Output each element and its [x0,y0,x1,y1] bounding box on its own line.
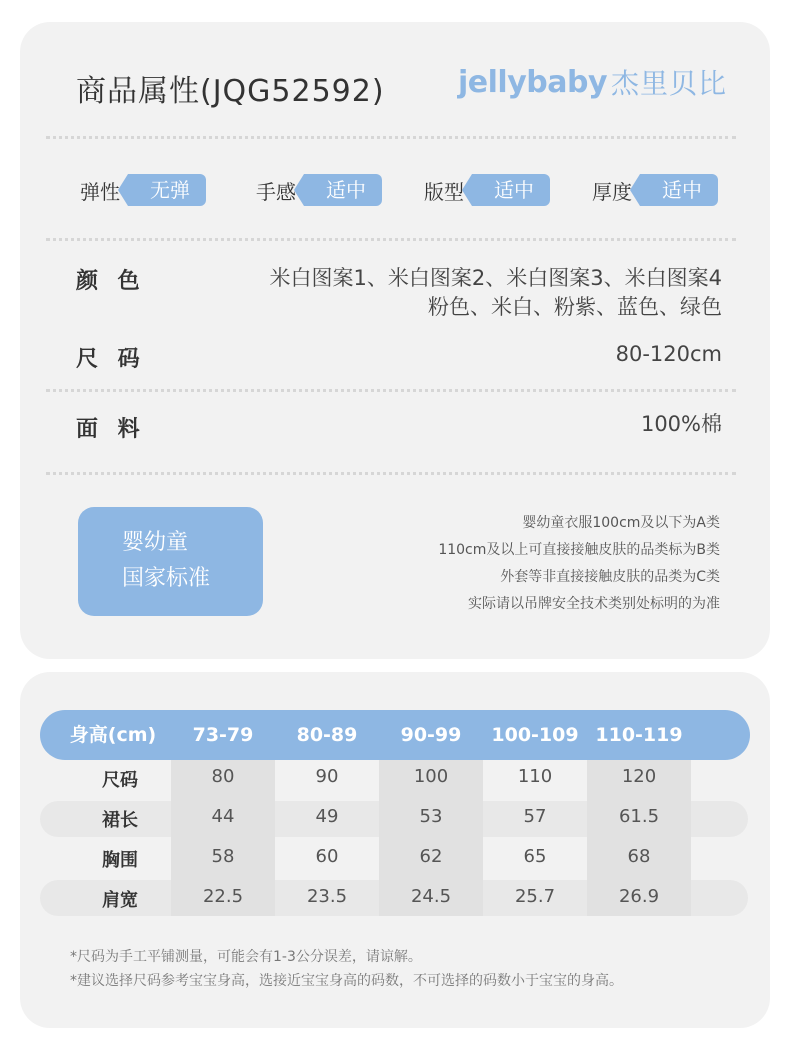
header-column: 80-89 [296,724,358,746]
table-cell: 25.7 [514,886,556,907]
standard-badge-line: 婴幼童 [122,530,189,555]
fabric-label: 面 料 [76,417,146,442]
standard-badge-line: 国家标准 [122,566,211,591]
table-cell: 53 [419,806,443,827]
attribute-label: 版型 [424,179,464,204]
attribute-label: 厚度 [592,179,632,204]
attribute-elasticity [80,173,206,207]
divider [46,238,736,241]
page-title: 商品属性(JQG52592) [76,74,385,109]
table-cell: 62 [419,846,443,867]
color-patterns: 米白图案1、米白图案2、米白图案3、米白图案4 [269,266,722,290]
attribute-label: 弹性 [80,179,120,204]
standard-note: 110cm及以上可直接接触皮肤的品类标为B类 [438,542,720,558]
attribute-badge: 适中 [472,174,550,206]
table-cell: 61.5 [618,806,660,827]
attribute-label: 手感 [256,179,296,204]
table-cell: 23.5 [306,886,348,907]
table-cell: 90 [315,766,339,787]
row-label-shoulder: 肩宽 [102,890,138,911]
table-cell: 26.9 [618,886,660,907]
header-column: 90-99 [400,724,462,746]
attribute-badge: 适中 [640,174,718,206]
divider [46,136,736,139]
national-standard-badge [78,507,263,616]
attribute-hand-feel [256,173,382,207]
color-solids: 粉色、米白、粉紫、蓝色、绿色 [428,295,722,319]
footnote: *建议选择尺码参考宝宝身高，选接近宝宝身高的码数，不可选择的码数小于宝宝的身高。 [70,973,623,989]
row-label-skirt-length: 裙长 [102,810,138,831]
divider [46,472,736,475]
attribute-fit [424,173,550,207]
table-cell: 24.5 [410,886,452,907]
table-cell: 44 [211,806,235,827]
size-table-header [40,710,750,760]
header-column: 100-109 [491,724,579,746]
row-label-chest: 胸围 [102,850,138,871]
table-cell: 49 [315,806,339,827]
table-cell: 80 [211,766,235,787]
fabric-value: 100%棉 [640,412,722,436]
brand-logo [458,62,727,102]
color-value [270,264,722,322]
standard-note: 外套等非直接接触皮肤的品类为C类 [500,569,720,585]
table-cell: 60 [315,846,339,867]
standard-note: 实际请以吊牌安全技术类别处标明的为准 [468,596,720,612]
size-label: 尺 码 [76,347,146,372]
standard-notes [438,510,720,618]
divider [46,389,736,392]
header-column: 73-79 [192,724,254,746]
header-column: 110-119 [595,724,683,746]
attribute-badge: 无弹 [128,174,206,206]
brand-name-latin: jellybaby [458,64,608,100]
table-cell: 57 [523,806,547,827]
standard-note: 婴幼童衣服100cm及以下为A类 [522,515,720,531]
brand-name-chinese: 杰里贝比 [611,67,728,100]
row-label-size: 尺码 [102,770,138,791]
table-cell: 100 [413,766,449,787]
table-cell: 65 [523,846,547,867]
table-cell: 110 [517,766,553,787]
attribute-thickness [592,173,718,207]
table-cell: 22.5 [202,886,244,907]
attribute-badge: 适中 [304,174,382,206]
table-cell: 68 [627,846,651,867]
size-value: 80-120cm [615,342,722,366]
table-cell: 58 [211,846,235,867]
header-height-label: 身高(cm) [69,724,157,746]
color-label: 颜 色 [76,269,146,294]
footnote: *尺码为手工平铺测量，可能会有1-3公分误差，请谅解。 [70,949,422,965]
table-cell: 120 [621,766,657,787]
